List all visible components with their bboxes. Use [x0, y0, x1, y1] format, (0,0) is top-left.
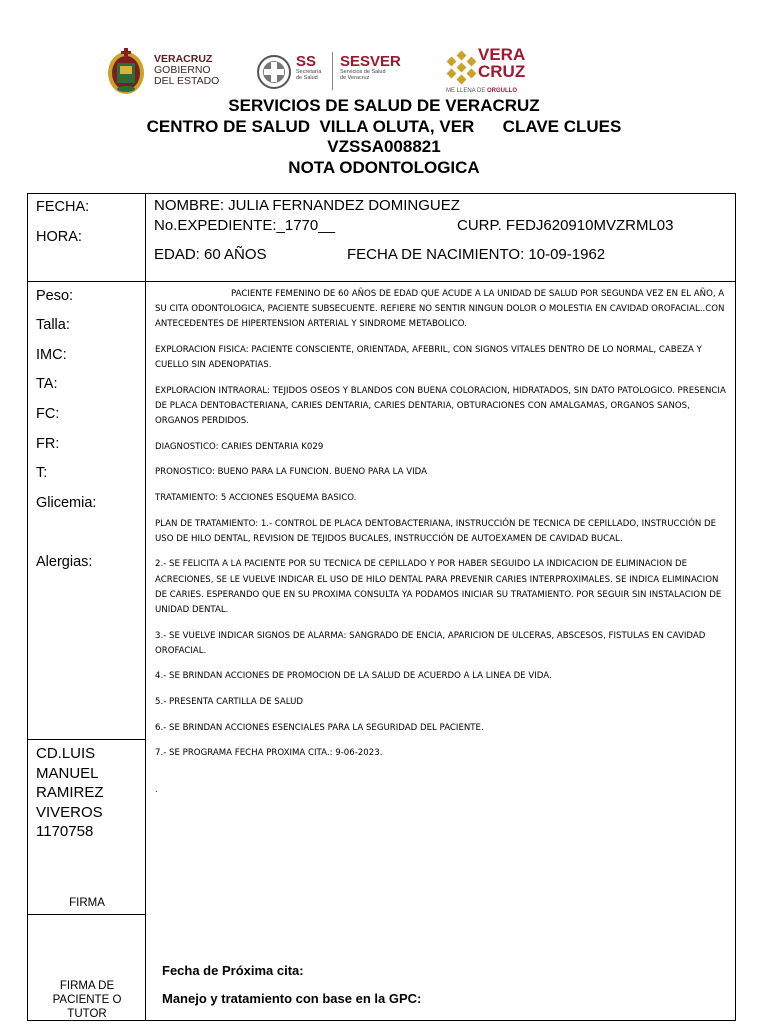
- vital-glicemia: Glicemia:: [36, 495, 97, 511]
- doctor-line: RAMIREZ: [36, 784, 104, 801]
- note-paragraph: 7.- SE PROGRAMA FECHA PROXIMA CITA.: 9-06-2023.: [155, 748, 383, 759]
- note-paragraph: 5.- PRESENTA CARTILLA DE SALUD: [155, 696, 304, 707]
- document-titles: [0, 96, 768, 178]
- vera-tag-a: ME LLENA DE: [446, 88, 488, 94]
- vital-talla: Talla:: [36, 317, 70, 333]
- gpc-label: Manejo y tratamiento con base en la GPC:: [162, 991, 422, 1006]
- vera-line-2: CRUZ: [478, 62, 526, 81]
- note-paragraph: EXPLORACION FISICA: PACIENTE CONSCIENTE, ORIENTADA, AFEBRIL, CON SIGNOS VITALES DENTRO DE LO NORMAL, CABEZA Y CUELLO SIN ADENOPATIAS.: [155, 345, 702, 371]
- vital-peso: Peso:: [36, 288, 74, 304]
- note-table: [27, 193, 736, 1021]
- veracruz-wordmark: [478, 46, 525, 80]
- firma-divider: [28, 914, 146, 915]
- sesver-abbrev: SESVER: [340, 53, 401, 70]
- hora-label: HORA:: [36, 229, 82, 245]
- doctor-line: VIVEROS: [36, 803, 103, 821]
- firma-paciente-line: PACIENTE O: [52, 994, 122, 1006]
- vital-fr: FR:: [36, 436, 60, 452]
- gov-line-3: DEL ESTADO: [154, 75, 220, 87]
- note-paragraph: 2.- SE FELICITA A LA PACIENTE POR SU TECNICA DE CEPILLADO Y POR HABER SEGUIDO LA INDICACION DE ELIMINACION DE ACRECIONES, SE LE VUELVE INDICAR EL USO DE HILO DENTAL PARA PREVENIR CARIES INTERPROXIMALES. SE INDICA ELIMINACION DE CARIES. ESPERANDO QUE EN SU PROXIMA CONSULTA YA PODAMOS INICIAR SU TRATAMIENTO. POR SEGUIR SIN INSTALACION DE UNIDAD DENTAL.: [155, 559, 722, 615]
- gobierno-veracruz-text: [154, 54, 219, 87]
- firma-label: FIRMA: [69, 897, 105, 909]
- sesver-small-1: Servicios de Salud: [340, 69, 386, 75]
- clinical-notes: [155, 287, 729, 809]
- sesver-text: [340, 54, 401, 81]
- patient-curp: CURP. FEDJ620910MVZRML03: [457, 217, 674, 234]
- veracruz-seal-logo: [105, 46, 147, 96]
- ss-text: [296, 54, 321, 81]
- note-paragraph: .: [155, 785, 158, 796]
- doctor-line: 1170758: [36, 823, 94, 840]
- note-paragraph: 6.- SE BRINDAN ACCIONES ESENCIALES PARA LA SEGURIDAD DEL PACIENTE.: [155, 722, 484, 733]
- gov-line-2: GOBIERNO: [154, 64, 211, 76]
- ss-small-1: Secretaría: [296, 69, 322, 75]
- vital-imc: IMC:: [36, 347, 67, 363]
- doctor-name: [36, 744, 104, 842]
- logo-separator: [332, 52, 333, 90]
- note-paragraph: PACIENTE FEMENINO DE 60 AÑOS DE EDAD QUE ACUDE A LA UNIDAD DE SALUD POR SEGUNDA VEZ EN EL AÑO, A SU CITA ODONTOLOGICA, PACIENTE SUBSECUENTE. REFIERE NO SENTIR NINGUN DOLOR O MOLESTIA EN CAVIDAD OROFACIAL..CON ANTECEDENTES DE HIPERTENSION ARTERIAL Y SINDROME METABOLICO.: [155, 289, 725, 330]
- title-line-3: VZSSA008821: [327, 137, 441, 156]
- ss-abbrev: SS: [296, 53, 317, 70]
- patient-birthdate: FECHA DE NACIMIENTO: 10-09-1962: [347, 246, 606, 263]
- proxima-cita-label: Fecha de Próxima cita:: [162, 963, 304, 978]
- patient-name: NOMBRE: JULIA FERNANDEZ DOMINGUEZ: [154, 197, 460, 214]
- note-paragraph: PLAN DE TRATAMIENTO: 1.- CONTROL DE PLACA DENTOBACTERIANA, INSTRUCCIÓN DE TECNICA DE CEPILLADO, INSTRUCCIÓN DE USO DE HILO DENTAL, REVISION DE TEJIDOS BUCALES, INSTRUCCIÓN DE AUTOEXAMEN DE CAVIDAD BUCAL.: [155, 518, 717, 544]
- veracruz-tagline: [446, 88, 517, 94]
- vera-tag-b: ORGULLO: [487, 88, 518, 94]
- vital-t: T:: [36, 465, 48, 481]
- doctor-line: MANUEL: [36, 764, 99, 782]
- sesver-small-2: de Veracruz: [340, 75, 370, 81]
- fecha-label: FECHA:: [36, 199, 90, 215]
- vital-fc: FC:: [36, 406, 60, 422]
- note-paragraph: DIAGNOSTICO: CARIES DENTARIA K029: [155, 441, 324, 452]
- note-paragraph: 4.- SE BRINDAN ACCIONES DE PROMOCION DE LA SALUD DE ACUERDO A LA LINEA DE VIDA.: [155, 671, 552, 682]
- logo-row: [0, 42, 768, 98]
- vera-line-1: VERA: [478, 45, 526, 64]
- ss-small-2: de Salud: [296, 75, 318, 81]
- patient-expediente: No.EXPEDIENTE:_1770__: [154, 217, 335, 234]
- note-paragraph: TRATAMIENTO: 5 ACCIONES ESQUEMA BASICO.: [155, 492, 357, 503]
- firma-paciente-label: [28, 979, 146, 1021]
- note-paragraph: PRONOSTICO: BUENO PARA LA FUNCION. BUENO PARA LA VIDA: [155, 467, 427, 478]
- firma-paciente-line: TUTOR: [67, 1008, 107, 1020]
- title-line-4: NOTA ODONTOLOGICA: [288, 157, 480, 177]
- firma-paciente-line: FIRMA DE: [59, 980, 115, 992]
- title-line-1: SERVICIOS DE SALUD DE VERACRUZ: [228, 96, 540, 115]
- header-divider: [28, 281, 735, 282]
- note-paragraph: 3.- SE VUELVE INDICAR SIGNOS DE ALARMA: SANGRADO DE ENCIA, APARICION DE ULCERAS, ABSCESOS, FISTULAS EN CAVIDAD OROFACIAL.: [155, 630, 706, 656]
- note-paragraph: EXPLORACION INTRAORAL: TEJIDOS OSEOS Y BLANDOS CON BUENA COLORACION, HIDRATADOS, SIN DATO PATOLOGICO. PRESENCIA DE PLACA DENTOBACTERIANA, CARIES DENTARIA, CARIES DENTARIA, OBTURACIONES CON AMALGAMAS, ORGANOS SANOS, ORGANOS PERDIDOS.: [155, 385, 726, 427]
- patient-age: EDAD: 60 AÑOS: [154, 246, 267, 263]
- vital-ta: TA:: [36, 376, 58, 392]
- title-line-2: CENTRO DE SALUD VILLA OLUTA, VER CLAVE CLUES: [146, 116, 622, 136]
- vital-alergias: Alergias:: [36, 554, 93, 570]
- doctor-line: CD.LUIS: [36, 745, 96, 762]
- ss-shield-logo: [256, 50, 292, 94]
- gov-line-1: VERACRUZ: [154, 53, 213, 65]
- vitals-divider: [28, 739, 146, 740]
